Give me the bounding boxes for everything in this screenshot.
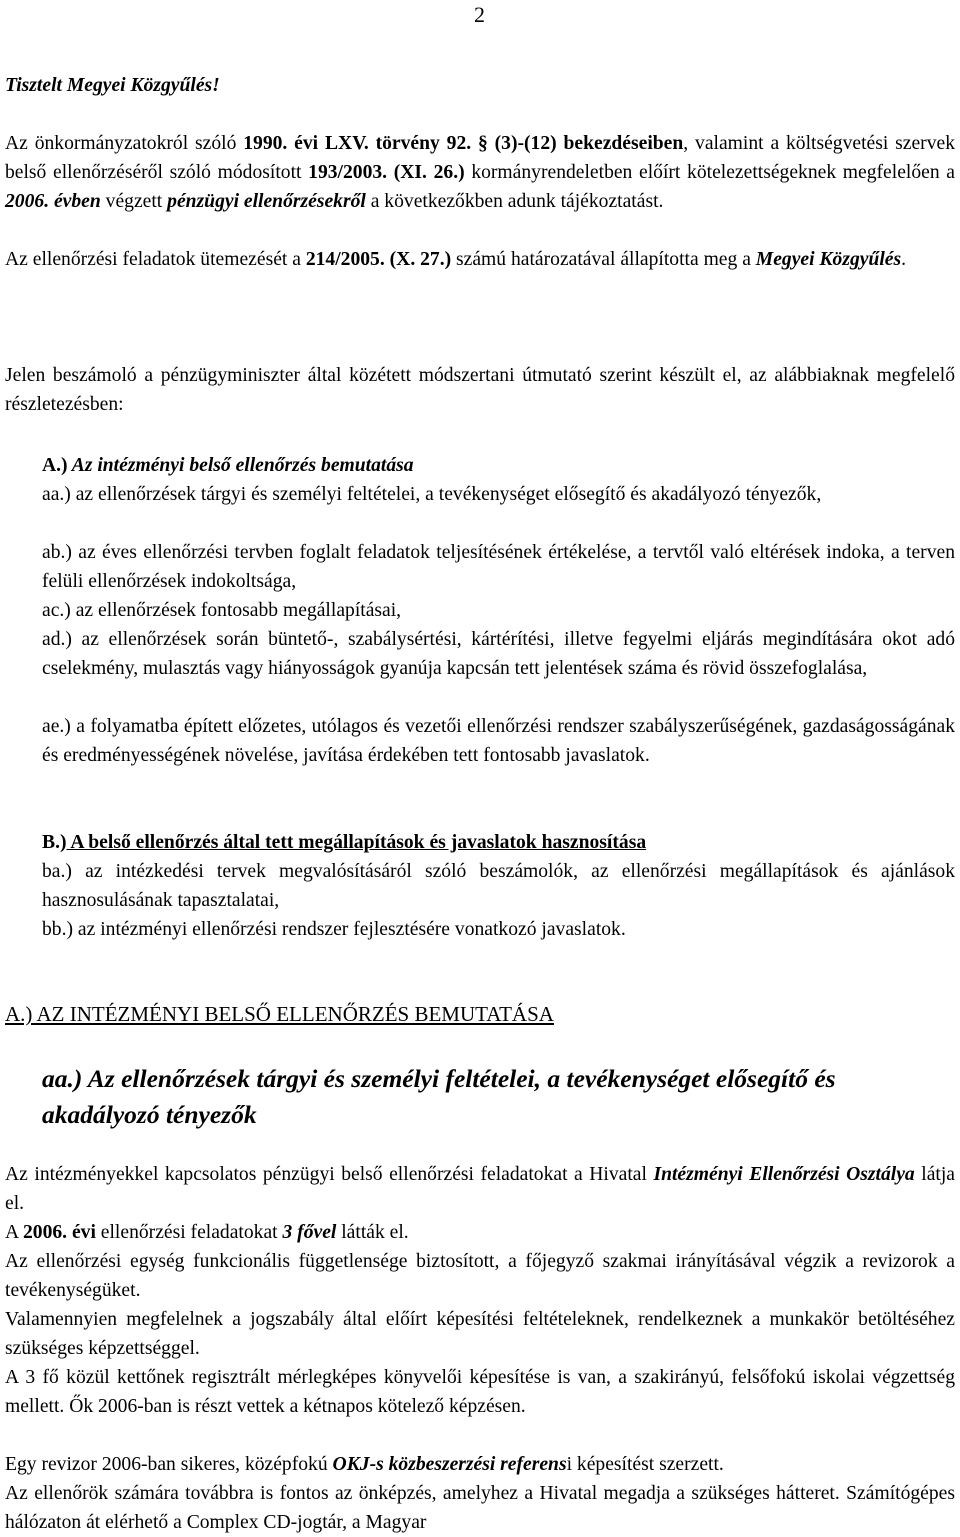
schedule-resolution: 214/2005. (X. 27.) xyxy=(305,249,452,270)
body-paragraph-1: Az intézményekkel kapcsolatos pénzügyi belső ellenőrzési feladatokat a Hivatal Intézményi Ellenőrzési Osztálya látja el. xyxy=(5,1164,955,1214)
salutation-text: Tisztelt Megyei Közgyűlés! xyxy=(5,75,220,96)
list-item-ab: ab.) az éves ellenőrzési tervben foglalt feladatok teljesítésének értékelése, a tervtől való eltérések indoka, a terven felüli ellenőrzések indokoltsága, xyxy=(42,542,955,592)
body-paragraph-6: Egy revizor 2006-ban sikeres, középfokú OKJ-s közbeszerzési referensi képesítést szerzett. xyxy=(5,1454,724,1475)
intro-financial-audits: pénzügyi ellenőrzésekről xyxy=(167,191,366,212)
heading-aa: aa.) Az ellenőrzések tárgyi és személyi feltételei, a tevékenységet elősegítő és akadályozó tényezők xyxy=(42,1064,836,1129)
qualification-name: OKJ-s közbeszerzési referens xyxy=(332,1454,567,1475)
intro-text: a következőkben adunk tájékoztatást. xyxy=(365,191,664,212)
list-item-ac: ac.) az ellenőrzések fontosabb megállapításai, xyxy=(42,600,402,621)
intro-text: Az önkormányzatokról szóló xyxy=(5,133,244,154)
list-item-ba: ba.) az intézkedési tervek megvalósításáról szóló beszámolók, az ellenőrzési megállapítások és ajánlások hasznosulásának tapasztalatai, xyxy=(42,861,955,911)
section-a-title: A.) Az intézményi belső ellenőrzés bemutatása xyxy=(42,455,414,476)
intro-text: kormányrendeletben előírt kötelezettségeknek megfelelően a xyxy=(464,162,955,183)
intro-text: , valamint a költségvetési szervek belső ellenőrzéséről szóló módosított xyxy=(5,133,955,183)
heading-a: A.) AZ INTÉZMÉNYI BELSŐ ELLENŐRZÉS BEMUTATÁSA xyxy=(5,1002,554,1026)
schedule-assembly: Megyei Közgyűlés xyxy=(755,249,902,270)
department-name: Intézményi Ellenőrzési Osztálya xyxy=(653,1164,915,1185)
intro-year: 2006. évben xyxy=(5,191,101,212)
intro-decree-reference: 193/2003. (XI. 26.) xyxy=(308,162,465,183)
salutation xyxy=(5,71,955,100)
body-paragraph-7: Az ellenőrök számára továbbra is fontos az önképzés, amelyhez a Hivatal megadja a szükséges hátteret. Számítógépes hálózaton át elérhető a Complex CD-jogtár, a Magyar xyxy=(5,1483,955,1533)
schedule-text: . xyxy=(901,249,907,270)
intro-law-reference: 1990. évi LXV. törvény 92. § (3)-(12) bekezdéseiben xyxy=(243,133,684,154)
body-paragraph-5: A 3 fő közül kettőnek regisztrált mérlegképes könyvelői képesítése is van, a szakirányú, felsőfokú iskolai végzettség mellett. Ők 2006-ban is részt vettek a kétnapos kötelező képzésen. xyxy=(5,1367,955,1417)
body-paragraph-4: Valamennyien megfelelnek a jogszabály által előírt képesítési feltételeknek, rendelkeznek a munkakör betöltéséhez szükséges képzettséggel. xyxy=(5,1309,955,1359)
report-intro: Jelen beszámoló a pénzügyminiszter által közétett módszertani útmutató szerint készült el, az alábbiaknak megfelelő részletezésben: xyxy=(5,365,955,415)
list-item-ae: ae.) a folyamatba épített előzetes, utólagos és vezetői ellenőrzési rendszer szabályszerűségének, gazdaságosságának és eredményességének növelése, javítása érdekében tett fontosabb javaslatok. xyxy=(42,716,955,766)
body-paragraph-3: Az ellenőrzési egység funkcionális függetlensége biztosított, a főjegyző szakmai irányításával végzik a revizorok a tevékenységüket. xyxy=(5,1251,955,1301)
schedule-text: Az ellenőrzési feladatok ütemezését a xyxy=(5,249,306,270)
intro-text: végzett xyxy=(100,191,168,212)
section-b-title: B.) A belső ellenőrzés által tett megállapítások és javaslatok hasznosítása xyxy=(42,832,647,853)
list-item-aa: aa.) az ellenőrzések tárgyi és személyi feltételei, a tevékenységet elősegítő és akadályozó tényezők, xyxy=(42,484,822,505)
intro-paragraph xyxy=(5,129,955,216)
body-paragraph-2: A 2006. évi ellenőrzési feladatokat 3 fővel látták el. xyxy=(5,1222,409,1243)
schedule-text: számú határozatával állapította meg a xyxy=(451,249,756,270)
list-item-ad: ad.) az ellenőrzések során büntető-, szabálysértési, kártérítési, illetve fegyelmi eljárás megindítására okot adó cselekmény, mulasztás vagy hiányosságok gyanúja kapcsán tett jelentések száma és rövid összefoglalása, xyxy=(42,629,955,679)
schedule-paragraph xyxy=(5,245,955,274)
page-number: 2 xyxy=(474,2,485,27)
list-item-bb: bb.) az intézményi ellenőrzési rendszer fejlesztésére vonatkozó javaslatok. xyxy=(42,919,626,940)
